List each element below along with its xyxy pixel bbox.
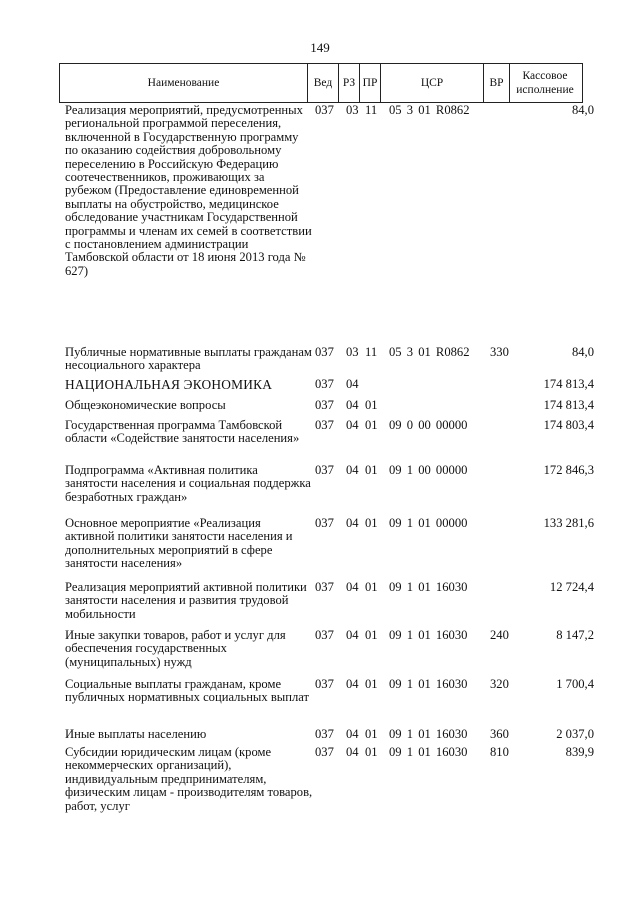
row-ved: 037 (315, 398, 334, 412)
row-ved: 037 (315, 628, 334, 642)
row-csr: 09 1 01 16030 (389, 628, 468, 642)
row-name: Общеэкономические вопросы (65, 398, 226, 412)
row-name: Публичные нормативные выплаты гражданам несоциального характера (65, 345, 312, 373)
row-csr: 09 1 01 16030 (389, 745, 468, 759)
page-number: 149 (310, 40, 330, 55)
row-rz: 04 (346, 377, 359, 391)
row-amount: 12 724,4 (549, 580, 594, 594)
row-ved: 037 (315, 103, 334, 117)
header-ved: Вед (308, 64, 339, 102)
row-vr: 240 (490, 628, 509, 642)
row-pr: 01 (365, 628, 378, 642)
row-csr: 09 1 01 16030 (389, 580, 468, 594)
header-csr: ЦСР (381, 64, 484, 102)
row-csr: 09 0 00 00000 (389, 418, 468, 432)
row-ved: 037 (315, 377, 334, 391)
row-ved: 037 (315, 677, 334, 691)
row-rz: 03 (346, 103, 359, 117)
row-amount: 839,9 (565, 745, 594, 759)
row-rz: 04 (346, 677, 359, 691)
header-vr: ВР (484, 64, 510, 102)
row-name: Государственная программа Тамбовской области «Содействие занятости населения» (65, 418, 300, 446)
row-amount: 84,0 (571, 103, 594, 117)
row-ved: 037 (315, 727, 334, 741)
row-name: Субсидии юридическим лицам (кроме некоммерческих организаций), индивидуальным предпринимателям, физическим лицам - производителям товаров, работ, услуг (65, 745, 313, 813)
row-amount: 174 803,4 (543, 418, 594, 432)
row-csr: 09 1 00 00000 (389, 463, 468, 477)
row-amount: 84,0 (571, 345, 594, 359)
table-header (59, 63, 583, 103)
header-amount: Кассовое исполнение (516, 70, 574, 96)
row-rz: 04 (346, 628, 359, 642)
row-pr: 01 (365, 418, 378, 432)
row-name: Социальные выплаты гражданам, кроме публичных нормативных социальных выплат (65, 677, 310, 705)
row-rz: 04 (346, 727, 359, 741)
row-amount: 172 846,3 (543, 463, 594, 477)
row-rz: 04 (346, 418, 359, 432)
row-pr: 01 (365, 516, 378, 530)
row-vr: 320 (490, 677, 509, 691)
row-ved: 037 (315, 418, 334, 432)
row-ved: 037 (315, 745, 334, 759)
header-pr: ПР (360, 64, 381, 102)
row-pr: 01 (365, 580, 378, 594)
row-rz: 04 (346, 516, 359, 530)
row-rz: 04 (346, 745, 359, 759)
row-rz: 04 (346, 398, 359, 412)
row-pr: 01 (365, 677, 378, 691)
row-ved: 037 (315, 516, 334, 530)
row-name: Основное мероприятие «Реализация активной политики занятости населения и дополнительных мероприятий в сфере занятости населения» (65, 516, 293, 571)
row-pr: 11 (365, 345, 378, 359)
row-pr: 01 (365, 463, 378, 477)
row-ved: 037 (315, 463, 334, 477)
row-rz: 04 (346, 580, 359, 594)
row-csr: 09 1 01 16030 (389, 727, 468, 741)
row-csr: 05 3 01 R0862 (389, 345, 470, 359)
row-csr: 09 1 01 00000 (389, 516, 468, 530)
row-name: НАЦИОНАЛЬНАЯ ЭКОНОМИКА (65, 377, 273, 392)
row-amount: 174 813,4 (543, 377, 594, 391)
row-amount: 133 281,6 (543, 516, 594, 530)
row-vr: 360 (490, 727, 509, 741)
row-pr: 01 (365, 398, 378, 412)
row-name: Иные закупки товаров, работ и услуг для обеспечения государственных (муниципальных) нужд (65, 628, 286, 669)
row-name: Реализация мероприятий, предусмотренных региональной программой переселения, включенной в Государственную программу по оказанию содействия добровольному переселению в Российскую Федерацию соотечественников, проживающих за рубежом (Предоставление единовременной выплаты на обустройство, медицинское обследование участникам Государственной программы и членам их семей в соответствии с постановлением администрации Тамбовской области от 18 июня 2013 года № 627) (65, 103, 312, 278)
row-name: Реализация мероприятий активной политики занятости населения и развития трудовой мобильности (65, 580, 307, 621)
row-amount: 2 037,0 (556, 727, 594, 741)
header-rz: РЗ (339, 64, 360, 102)
header-name: Наименование (60, 64, 308, 102)
row-amount: 8 147,2 (556, 628, 594, 642)
row-ved: 037 (315, 345, 334, 359)
row-csr: 09 1 01 16030 (389, 677, 468, 691)
row-pr: 01 (365, 745, 378, 759)
row-rz: 04 (346, 463, 359, 477)
row-vr: 330 (490, 345, 509, 359)
row-rz: 03 (346, 345, 359, 359)
row-pr: 01 (365, 727, 378, 741)
row-ved: 037 (315, 580, 334, 594)
row-amount: 1 700,4 (556, 677, 594, 691)
row-name: Иные выплаты населению (65, 727, 207, 741)
row-amount: 174 813,4 (543, 398, 594, 412)
row-name: Подпрограмма «Активная политика занятости населения и социальная поддержка безработных граждан» (65, 463, 311, 504)
row-vr: 810 (490, 745, 509, 759)
row-pr: 11 (365, 103, 378, 117)
row-csr: 05 3 01 R0862 (389, 103, 470, 117)
